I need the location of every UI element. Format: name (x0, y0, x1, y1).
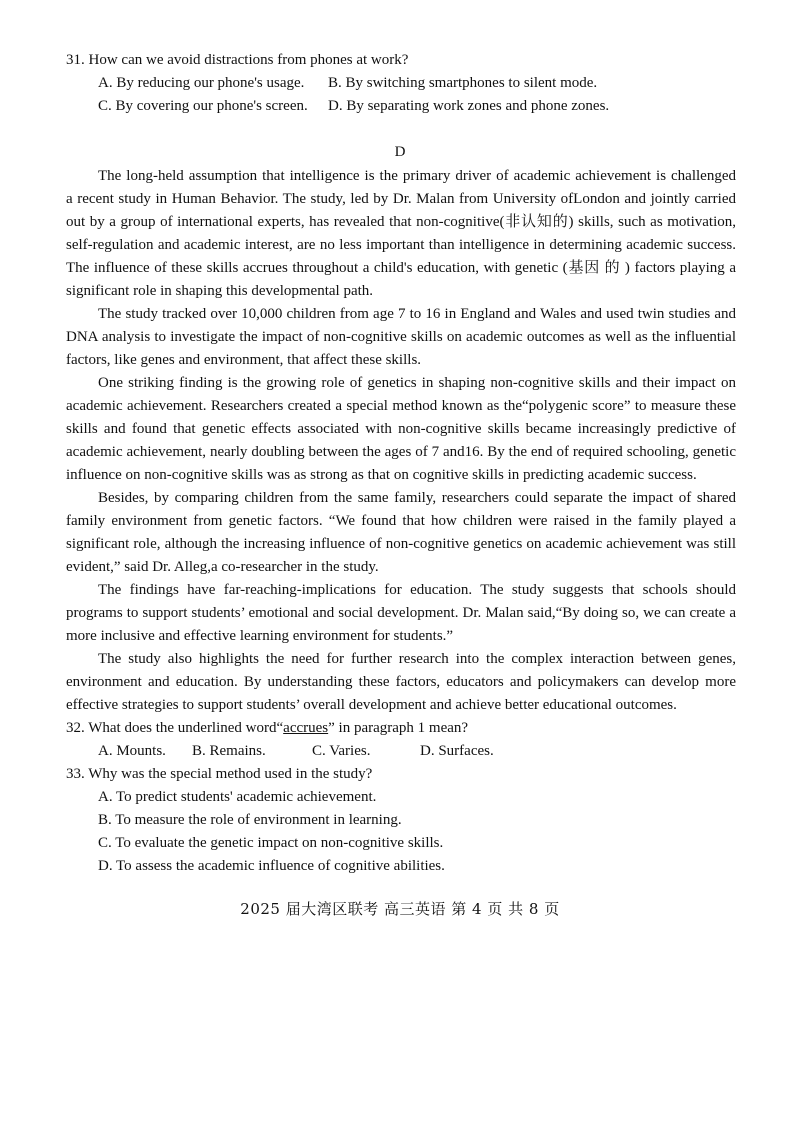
passage-line: significant role, although the increasing influence of non-cognitive genetics on academic achievement was still (66, 536, 736, 552)
q31-option-c: C. By covering our phone's screen. (98, 98, 308, 114)
q33-option-a: A. To predict students' academic achievement. (98, 789, 377, 805)
passage-line: environment and education. By understanding these factors, educators and policymakers can develop more (66, 674, 736, 690)
passage-line: The influence of these skills accrues throughout a child's education, with genetic (基因 的 ) factors playing a (66, 260, 736, 276)
q32-stem-after: ” in paragraph 1 mean? (328, 720, 469, 736)
q32-option-c: C. Varies. (312, 743, 371, 759)
q32-option-b: B. Remains. (192, 743, 266, 759)
q31-stem: 31. How can we avoid distractions from phones at work? (66, 52, 409, 68)
passage-line: The findings have far-reaching-implications for education. The study suggests that schools should (98, 582, 736, 598)
q32-stem-before: 32. What does the underlined word“ (66, 720, 284, 736)
passage-line: a recent study in Human Behavior. The study, led by Dr. Malan from University ofLondon and jointly carried (66, 191, 736, 207)
q31-option-d: D. By separating work zones and phone zones. (328, 98, 610, 114)
passage-line: skills and found that genetic effects associated with non-cognitive skills became increasingly predictive of (66, 421, 736, 437)
passage-line: The long-held assumption that intelligence is the primary driver of academic achievement is challenged (98, 168, 736, 184)
passage-line: self-regulation and academic interest, are no less important than intelligence in determining academic success. (66, 237, 736, 253)
q33-stem: 33. Why was the special method used in the study? (66, 766, 373, 782)
passage-line: Besides, by comparing children from the same family, researchers could separate the impact of shared (98, 490, 736, 506)
q31-option-a: A. By reducing our phone's usage. (98, 75, 305, 91)
q32-option-a: A. Mounts. (98, 743, 166, 759)
q33-option-b: B. To measure the role of environment in learning. (98, 812, 402, 828)
passage-line: more inclusive and effective learning environment for students.” (66, 628, 454, 644)
passage-line: academic achievement. Researchers created a special method known as the“polygenic score” to measure these (66, 398, 736, 414)
q31-option-b: B. By switching smartphones to silent mode. (328, 75, 598, 91)
passage-line: effective strategies to support students’ overall development and achieve better educational outcomes. (66, 697, 677, 713)
passage-line: family environment from genetic factors. “We found that how children were raised in the family played a (66, 513, 736, 529)
page-footer: 2025 届大湾区联考 高三英语 第 4 页 共 8 页 (240, 900, 560, 918)
q33-option-d: D. To assess the academic influence of cognitive abilities. (98, 858, 445, 874)
passage-line: The study tracked over 10,000 children from age 7 to 16 in England and Wales and used twin studies and (98, 306, 736, 322)
passage-line: evident,” said Dr. Alleg,a co-researcher in the study. (66, 559, 379, 575)
passage-line: The study also highlights the need for further research into the complex interaction between genes, (98, 651, 736, 667)
passage-line: academic achievement, nearly doubling between the ages of 7 and16. By the end of required schooling, genetic (66, 444, 736, 460)
passage-line: DNA analysis to investigate the impact of non-cognitive skills on academic outcomes as well as the influential (66, 329, 736, 345)
passage-line: significant role in shaping this developmental path. (66, 283, 374, 299)
passage-line: One striking finding is the growing role of genetics in shaping non-cognitive skills and their impact on (98, 375, 736, 391)
passage-line: programs to support students’ emotional and social development. Dr. Malan said,“By doing so, we can create a (66, 605, 736, 621)
q32-underlined-word: accrues (283, 720, 329, 736)
section-title: D (394, 144, 406, 160)
q32-stem (66, 717, 736, 740)
q32-option-d: D. Surfaces. (420, 743, 494, 759)
q33-option-c: C. To evaluate the genetic impact on non-cognitive skills. (98, 835, 444, 851)
passage-line: influence on non-cognitive skills was as strong as that on cognitive skills in predicting academic success. (66, 467, 697, 483)
passage-line: out by a group of international experts, has revealed that non-cognitive(非认知的) skills, such as motivation, (66, 214, 736, 230)
passage-line: factors, like genes and environment, that affect these skills. (66, 352, 422, 368)
